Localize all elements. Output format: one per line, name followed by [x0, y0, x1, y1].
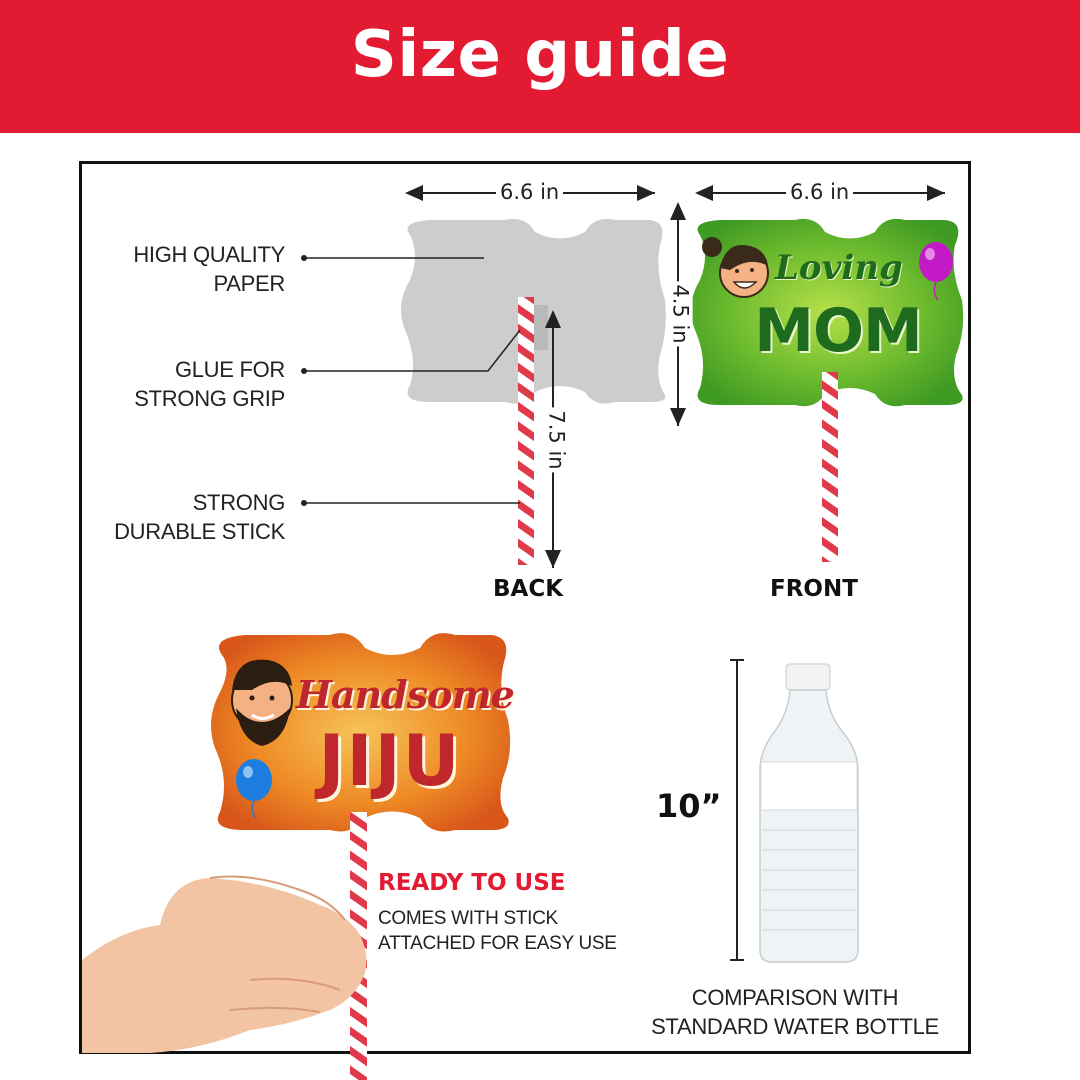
front-sign-big: MOM: [754, 296, 922, 366]
back-width-label: 6.6 in: [496, 180, 563, 204]
callout-paper: HIGH QUALITY PAPER: [133, 242, 285, 296]
front-width-label: 6.6 in: [786, 180, 853, 204]
comparison-caption: COMPARISON WITH STANDARD WATER BOTTLE: [651, 985, 939, 1039]
callout-glue: GLUE FOR STRONG GRIP: [134, 357, 285, 411]
front-caption: FRONT: [770, 576, 858, 602]
ready-title: READY TO USE: [378, 870, 566, 896]
callout-stick: STRONG DURABLE STICK: [114, 490, 285, 544]
back-caption: BACK: [493, 576, 564, 602]
page-title: Size guide: [350, 18, 730, 92]
stick-length-label: 7.5 in: [545, 407, 569, 472]
example-sign-script: Handsome: [296, 672, 514, 717]
front-sign-script: Loving: [775, 248, 903, 288]
bottle-height-label: 10”: [656, 787, 722, 825]
front-height-label: 4.5 in: [669, 281, 693, 346]
example-sign-big: JIJU: [318, 720, 462, 802]
ready-description: COMES WITH STICK ATTACHED FOR EASY USE: [378, 908, 617, 954]
